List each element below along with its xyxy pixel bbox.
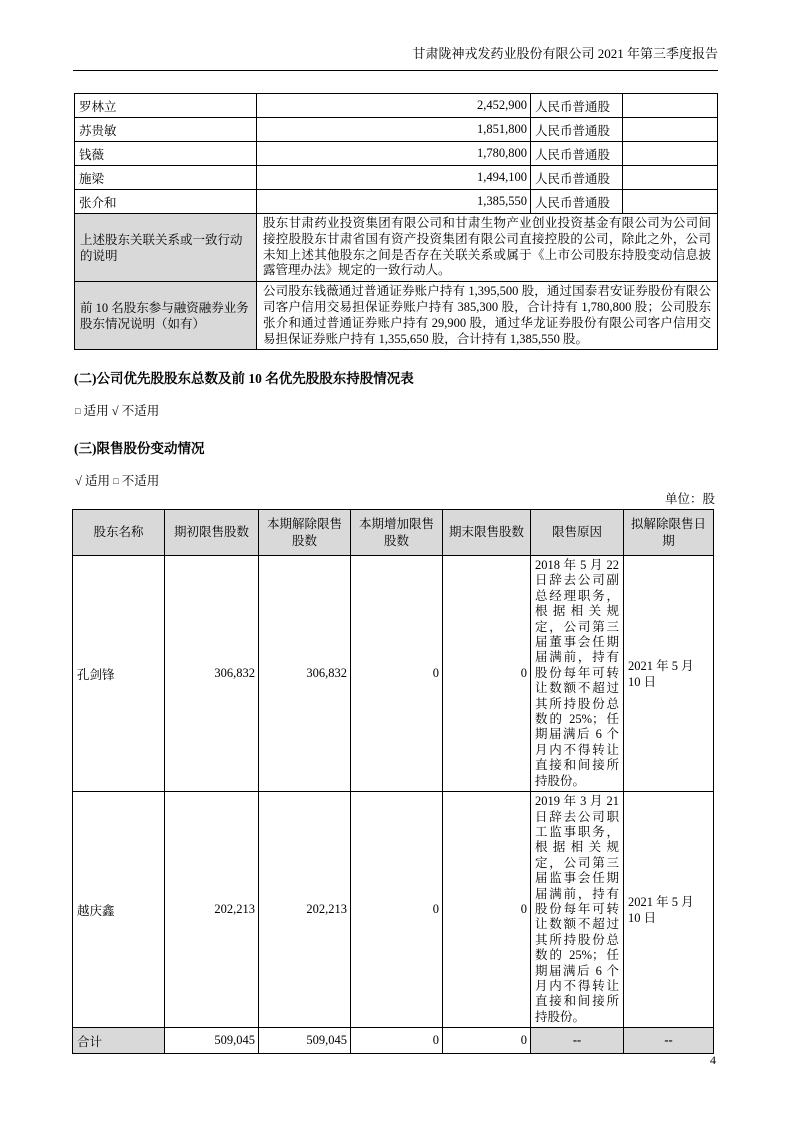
release-date-cell: 2021 年 5 月 10 日 [624,556,714,792]
shares-held-cell: 1,780,800 [257,142,531,166]
unit-label: 单位：股 [664,492,715,506]
checkmark-icon: √ [111,404,119,418]
shares-held-cell: 1,385,550 [257,190,531,214]
not-applicable-label: 不适用 [121,404,160,418]
added-shares-cell: 0 [351,556,443,792]
shares-held-cell: 1,851,800 [257,118,531,142]
blank-cell [623,94,718,118]
total-initial-cell: 509,045 [165,1028,259,1054]
column-header-name: 股东名称 [73,510,165,556]
ending-shares-cell: 0 [443,556,531,792]
shareholder-row [75,166,718,190]
share-type-cell: 人民币普通股 [531,142,623,166]
shareholder-name-cell: 钱薇 [75,142,257,166]
column-header-release-date: 拟解除限售日期 [624,510,714,556]
applicable-label: 适用 [85,474,111,488]
relation-note-label-cell: 上述股东关联关系或一致行动的说明 [75,214,257,282]
initial-shares-cell: 306,832 [165,556,259,792]
section-heading-restricted: (三)限售股份变动情况 [74,441,205,456]
released-shares-cell: 202,213 [259,792,351,1028]
added-shares-cell: 0 [351,792,443,1028]
restricted-name-cell: 越庆鑫 [73,792,165,1028]
restricted-shares-table [72,509,714,1054]
column-header-initial: 期初限售股数 [165,510,259,556]
column-header-ending: 期末限售股数 [443,510,531,556]
header-rule [73,70,718,71]
applicability-preferred [75,401,159,419]
released-shares-cell: 306,832 [259,556,351,792]
blank-cell [623,118,718,142]
share-type-cell: 人民币普通股 [531,166,623,190]
margin-note-label-cell: 前 10 名股东参与融资融券业务股东情况说明（如有） [75,282,257,350]
blank-cell [623,166,718,190]
shareholder-name-cell: 罗林立 [75,94,257,118]
ending-shares-cell: 0 [443,792,531,1028]
section-heading-preferred: (二)公司优先股股东总数及前 10 名优先股股东持股情况表 [74,371,414,386]
column-header-released: 本期解除限售股数 [259,510,351,556]
restricted-table-header-row [73,510,714,556]
checkbox-empty-icon: □ [113,476,119,486]
checkbox-empty-icon: □ [75,406,81,416]
restricted-row [73,556,714,792]
total-ending-cell: 0 [443,1028,531,1054]
page-number: 4 [710,1053,716,1067]
initial-shares-cell: 202,213 [165,792,259,1028]
shareholder-name-cell: 苏贵敏 [75,118,257,142]
blank-cell [623,190,718,214]
applicability-restricted [75,471,159,489]
total-released-cell: 509,045 [259,1028,351,1054]
share-type-cell: 人民币普通股 [531,118,623,142]
share-type-cell: 人民币普通股 [531,94,623,118]
column-header-reason: 限售原因 [531,510,624,556]
shareholder-name-cell: 张介和 [75,190,257,214]
release-date-cell: 2021 年 5 月 10 日 [624,792,714,1028]
margin-note-row [75,282,718,350]
applicable-label: 适用 [83,404,109,418]
header-title: 甘肃陇神戎发药业股份有限公司 2021 年第三季度报告 [412,46,718,61]
relation-note-text-cell: 股东甘肃药业投资集团有限公司和甘肃生物产业创业投资基金有限公司为公司间接控股股东甘肃省国有资产投资集团有限公司直接控股的公司，除此之外，公司未知上述其他股东之间是否存在关联关系或属于《上市公司股东持股变动信息披露管理办法》规定的一致行动人。 [257,214,718,282]
restriction-reason-cell: 2019 年 3 月 21 日辞去公司职工监事职务，根据相关规定，公司第三届监事会任期届满前，持有股份每年可转让数额不超过其所持股份总数的 25%；任期届满后 6 个月内不得转让直接和间接所持股份。 [531,792,624,1028]
restriction-reason-cell: 2018 年 5 月 22 日辞去公司副总经理职务，根据相关规定，公司第三届董事会任期届满前，持有股份每年可转让数额不超过其所持股份总数的 25%；任期届满后 6 个月内不得转让直接和间接所持股份。 [531,556,624,792]
blank-cell [623,142,718,166]
total-row [73,1028,714,1054]
checkmark-icon: √ [75,474,82,488]
relation-note-row [75,214,718,282]
shares-held-cell: 1,494,100 [257,166,531,190]
top-shareholders-table [74,93,718,350]
shareholder-row [75,142,718,166]
shares-held-cell: 2,452,900 [257,94,531,118]
total-added-cell: 0 [351,1028,443,1054]
restricted-name-cell: 孔剑锋 [73,556,165,792]
share-type-cell: 人民币普通股 [531,190,623,214]
shareholder-row [75,190,718,214]
total-reason-cell: -- [531,1028,624,1054]
shareholder-row [75,94,718,118]
not-applicable-label: 不适用 [121,474,160,488]
margin-note-text-cell: 公司股东钱薇通过普通证券账户持有 1,395,500 股，通过国泰君安证券股份有限公司客户信用交易担保证券账户持有 385,300 股，合计持有 1,780,800 股；公司股东张介和通过普通证券账户持有 29,900 股，通过华龙证券股份有限公司客户信用交易担保证券账户持有 1,355,650 股，合计持有 1,385,550 股。 [257,282,718,350]
total-release-date-cell: -- [624,1028,714,1054]
total-label-cell: 合计 [73,1028,165,1054]
restricted-row [73,792,714,1028]
column-header-added: 本期增加限售股数 [351,510,443,556]
shareholder-name-cell: 施梁 [75,166,257,190]
shareholder-row [75,118,718,142]
